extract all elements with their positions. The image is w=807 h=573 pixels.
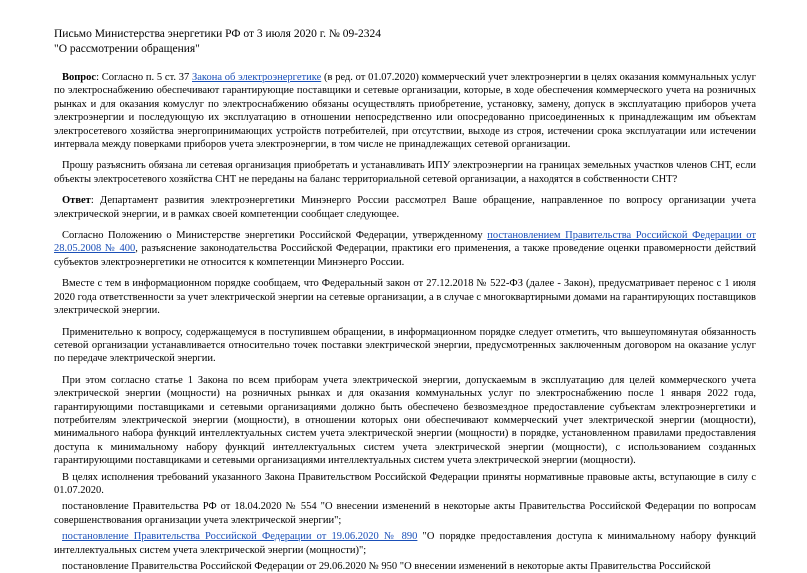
resolution-554-paragraph: постановление Правительства РФ от 18.04.2020 № 554 "О внесении изменений в некоторые акты Правительства Российской Федерации по вопросам совершенствования организации учета электрической энергии"; [54, 501, 756, 526]
normative-acts-paragraph: В целях исполнения требований указанного Закона Правительством Российской Федерации приняты нормативные правовые акты, вступающие в силу с 01.07.2020. [54, 471, 756, 496]
question-text-start: : Согласно п. 5 ст. 37 [96, 72, 193, 83]
question-text-rest: (в ред. от 01.07.2020) коммерческий учет электроэнергии в целях оказания коммунальных услуг по электроснабжению обеспечивают гарантирующие поставщики и сетевые организации, которые, в ходе обеспечения коммерческого учета на розничных рынках и для оказания комуслуг по электроснабжению обязаны осуществлять приобретение, установку, замену, допуск в эксплуатацию приборов учета электроэнергии и последующую их эксплуатацию в отношении непосредственно или опосредованно присоединенных к принадлежащим им объектам электросетевого хозяйства энергопринимающих устройств потребителей, при отсутствии, выходе из строя, истечении срока эксплуатации или истечении интервала между поверками приборов учета электроэнергии, в том числе не принадлежащих сетевой организации. [54, 72, 756, 151]
question-label: Вопрос [62, 72, 97, 83]
grid-obligation-paragraph: Применительно к вопросу, содержащемуся в поступившем обращении, в информационном порядке следует отметить, что вышеупомянутая обязанность сетевой организации устанавливается относительно точек поставки электрической энергии, предусмотренных заключенным договором на оказание услуг по передаче электрической энергии. [54, 326, 756, 365]
answer-text: : Департамент развития электроэнергетики Минэнерго России рассмотрел Ваше обращение, направленное по вопросу организации учета электрической энергии, и в рамках своей компетенции сообщает следующее. [54, 195, 756, 220]
document-subtitle: "О рассмотрении обращения" [54, 43, 200, 55]
regulation-text-start: Согласно Положению о Министерстве энергетики Российской Федерации, утвержденному [62, 230, 488, 242]
answer-label: Ответ [62, 195, 91, 207]
question-paragraph [54, 71, 756, 151]
document-title: Письмо Министерства энергетики РФ от 3 июля 2020 г. № 09-2324 [54, 28, 382, 40]
ministry-regulation-paragraph [54, 229, 756, 269]
resolution-890-link[interactable]: постановление Правительства Российской Федерации от 19.06.2020 № 890 [62, 531, 418, 543]
resolution-890-paragraph [54, 530, 756, 557]
resolution-950-paragraph: постановление Правительства Российской Федерации от 29.06.2020 № 950 "О внесении изменений в некоторые акты Правительства Российской [62, 561, 711, 572]
federal-law-paragraph: Вместе с тем в информационном порядке сообщаем, что Федеральный закон от 27.12.2018 № 522-ФЗ (далее - Закон), предусматривает перенос с 1 июля 2020 года ответственности за учет электрической энергии на сетевые организации, а в случае с многоквартирными домами на гарантирующих поставщиков электрической энергии. [54, 278, 756, 317]
resolution-400-link[interactable]: постановлением Правительства Российской Федерации от 28.05.2008 № 400 [54, 230, 756, 255]
resolution-890-text: "О порядке предоставления доступа к минимальному набору функций интеллектуальных систем учета электрической энергии (мощности)"; [54, 531, 756, 556]
question-request-paragraph: Прошу разъяснить обязана ли сетевая организация приобретать и устанавливать ИПУ электроэнергии на границах земельных участков членов СНТ, если объекты электросетевого хозяйства СНТ не переданы на баланс территориальной сетевой организации, а находятся в собственности СНТ? [54, 160, 756, 185]
intelligent-metering-paragraph: При этом согласно статье 1 Закона по всем приборам учета электрической энергии, допускаемым в эксплуатацию для целей коммерческого учета электрической энергии (мощности) на розничных рынках и для оказания коммунальных услуг по электроснабжению после 1 января 2022 года, гарантирующими поставщиками и сетевыми организациями должно быть обеспечено безвозмездное предоставление субъектам электроэнергетики и потребителям электрической энергии (мощности), в отношении которых они обеспечивают коммерческий учет электрической энергии (мощности), минимального набора функций интеллектуальных систем учета электрической энергии (мощности) в порядке, установленном правилами предоставления доступа к минимальному набору функций интеллектуальных систем учета электрической энергии (мощности), с использованием созданных гарантирующими поставщиками и сетевыми организациями интеллектуальных систем учета электрической энергии (мощности). [54, 374, 756, 467]
law-electroenergetics-link[interactable]: Закона об электроэнергетике [192, 72, 322, 83]
answer-paragraph [54, 194, 756, 221]
regulation-text-rest: , разъяснение законодательства Российской Федерации, практики его применения, а также проведение оценки правомерности действий субъектов электроэнергетики не относится к компетенции Минэнерго России. [54, 243, 756, 268]
